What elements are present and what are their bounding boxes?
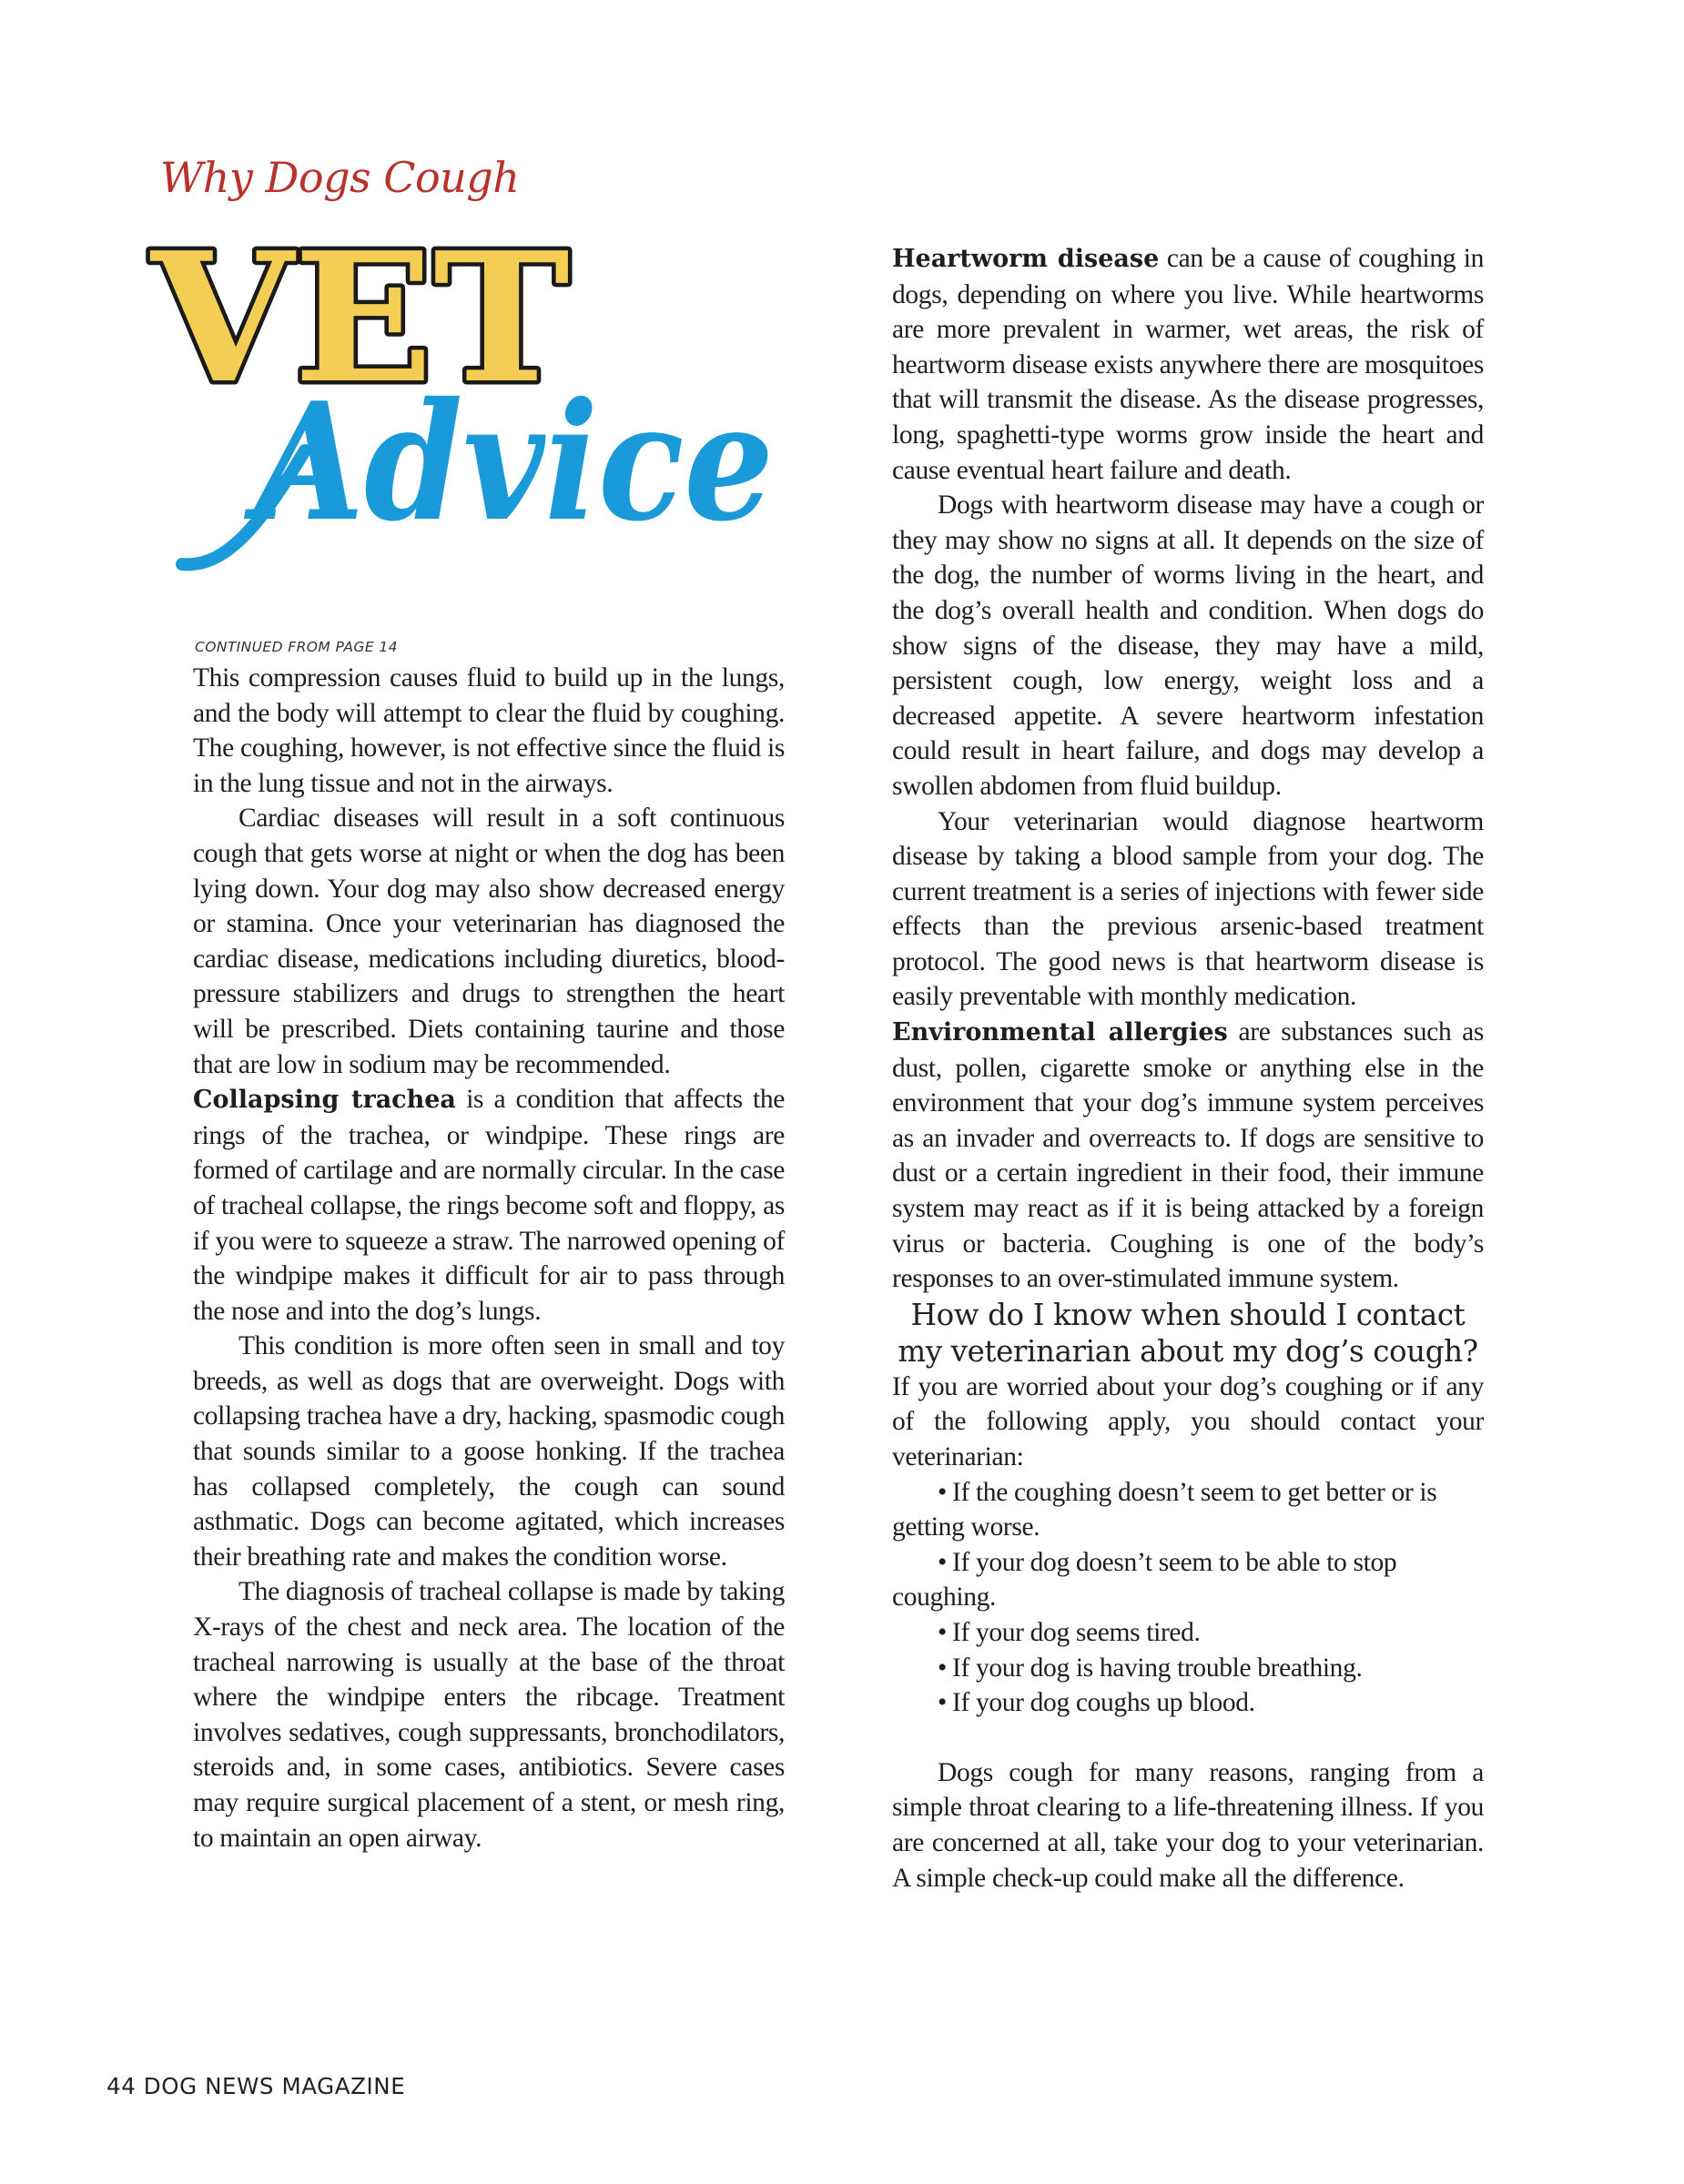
question-heading: How do I know when should I contact my veterinarian about my dog’s cough? bbox=[898, 1297, 1478, 1369]
lead-in-heading: Collapsing trachea bbox=[193, 1086, 456, 1115]
bullet-list bbox=[892, 1475, 1484, 1721]
spacer bbox=[892, 1721, 1484, 1755]
list-item bbox=[892, 1651, 1484, 1686]
paragraph: Your veterinarian would diagnose heartworm disease by taking a blood sample from your dog. The current treatment is a series of injections with fewer side effects than the previous arsenic-based treatment protocol. The good news is that heartworm disease is easily preventable with monthly medication. bbox=[892, 806, 1484, 1012]
list-item-text: If your dog is having trouble breathing. bbox=[951, 1653, 1363, 1683]
lead-in-heading: Environmental allergies bbox=[892, 1018, 1228, 1047]
paragraph bbox=[193, 1082, 785, 1329]
list-item bbox=[892, 1545, 1484, 1615]
paragraph: Cardiac diseases will result in a soft continuous cough that gets worse at night or when the dog has been lying down. Your dog may also show decreased energy or stamina. Once your veterinarian has diagnosed the cardiac disease, medications including diuretics, blood-pressure stabilizers and drugs to strengthen the heart will be prescribed. Diets containing taurine and those that are low in sodium may be recommended. bbox=[193, 804, 785, 1079]
paragraph-text: can be a cause of coughing in dogs, depending on where you live. While heartworms are more prevalent in warmer, wet areas, the risk of heartworm disease exists anywhere there are mosquitoes that will transmit the disease. As the disease progresses, long, spaghetti-type worms grow inside the heart and cause eventual heart failure and death. bbox=[892, 244, 1484, 485]
bullet-icon: • bbox=[938, 1688, 947, 1718]
paragraph: If you are worried about your dog’s coughing or if any of the following apply, you should contact your veterinarian: bbox=[892, 1371, 1484, 1471]
logo-advice-word: Advice bbox=[243, 367, 775, 557]
bullet-icon: • bbox=[938, 1653, 947, 1683]
page-footer: 44 DOG NEWS MAGAZINE bbox=[107, 2073, 406, 2099]
paragraph: The diagnosis of tracheal collapse is made by taking X-rays of the chest and neck area. The location of the tracheal narrowing is usually at the base of the throat where the windpipe enters the ribcage. Treatment involves sedatives, cough suppressants, bronchodilators, steroids and, in some cases, antibiotics. Severe cases may require surgical placement of a stent, or mesh ring, to maintain an open airway. bbox=[193, 1577, 785, 1853]
paragraph: Dogs cough for many reasons, ranging from a simple throat clearing to a life-threatening illness. If you are concerned at all, take your dog to your veterinarian. A simple check-up could make all the difference. bbox=[892, 1757, 1484, 1893]
list-item-text: If your dog seems tired. bbox=[951, 1617, 1201, 1647]
paragraph: Dogs with heartworm disease may have a cough or they may show no signs at all. It depends on the size of the dog, the number of worms living in the heart, and the dog’s overall health and condition. When dogs do show signs of the disease, they may have a mild, persistent cough, low energy, weight loss and a decreased appetite. A severe heartworm infestation could result in heart failure, and dogs may develop a swollen abdomen from fluid buildup. bbox=[892, 490, 1484, 801]
list-item-text: If your dog doesn’t seem to be able to stop coughing. bbox=[892, 1547, 1397, 1613]
paragraph-text: is a condition that affects the rings of the trachea, or windpipe. These rings are formed of cartilage and are normally circular. In the case of tracheal collapse, the rings become soft and floppy, as if you were to squeeze a straw. The narrowed opening of the windpipe makes it difficult for air to pass through the nose and into the dog’s lungs. bbox=[193, 1085, 785, 1326]
lead-in-heading: Heartworm disease bbox=[892, 245, 1160, 273]
paragraph bbox=[892, 241, 1484, 488]
left-column bbox=[193, 661, 785, 1855]
bullet-icon: • bbox=[938, 1547, 947, 1577]
paragraph-text: are substances such as dust, pollen, cigarette smoke or anything else in the environment that your dog’s immune system perceives as an invader and overreacts to. If dogs are sensitive to dust or a certain ingredient in their food, their immune system may react as if it is being attacked by a foreign virus or bacteria. Coughing is one of the body’s responses to an over-stimulated immune system. bbox=[892, 1017, 1484, 1294]
logo-vet-word: VET bbox=[148, 218, 570, 423]
list-item bbox=[892, 1685, 1484, 1721]
continued-label: CONTINUED FROM PAGE 14 bbox=[195, 639, 398, 655]
list-item bbox=[892, 1475, 1484, 1545]
right-column bbox=[892, 241, 1484, 1896]
paragraph bbox=[892, 1015, 1484, 1297]
vet-advice-logo bbox=[146, 218, 801, 582]
section-kicker: Why Dogs Cough bbox=[160, 153, 520, 202]
bullet-icon: • bbox=[938, 1617, 947, 1647]
paragraph: This compression causes fluid to build up in the lungs, and the body will attempt to clear the fluid by coughing. The coughing, however, is not effective since the fluid is in the lung tissue and not in the airways. bbox=[193, 663, 785, 798]
list-item-text: If your dog coughs up blood. bbox=[951, 1688, 1255, 1718]
paragraph: This condition is more often seen in small and toy breeds, as well as dogs that are overweight. Dogs with collapsing trachea have a dry, hacking, spasmodic cough that sounds similar to a goose honking. If the trachea has collapsed completely, the cough can sound asthmatic. Dogs can become agitated, which increases their breathing rate and makes the condition worse. bbox=[193, 1331, 785, 1572]
list-item bbox=[892, 1615, 1484, 1651]
list-item-text: If the coughing doesn’t seem to get better or is getting worse. bbox=[892, 1477, 1437, 1542]
bullet-icon: • bbox=[938, 1477, 947, 1507]
